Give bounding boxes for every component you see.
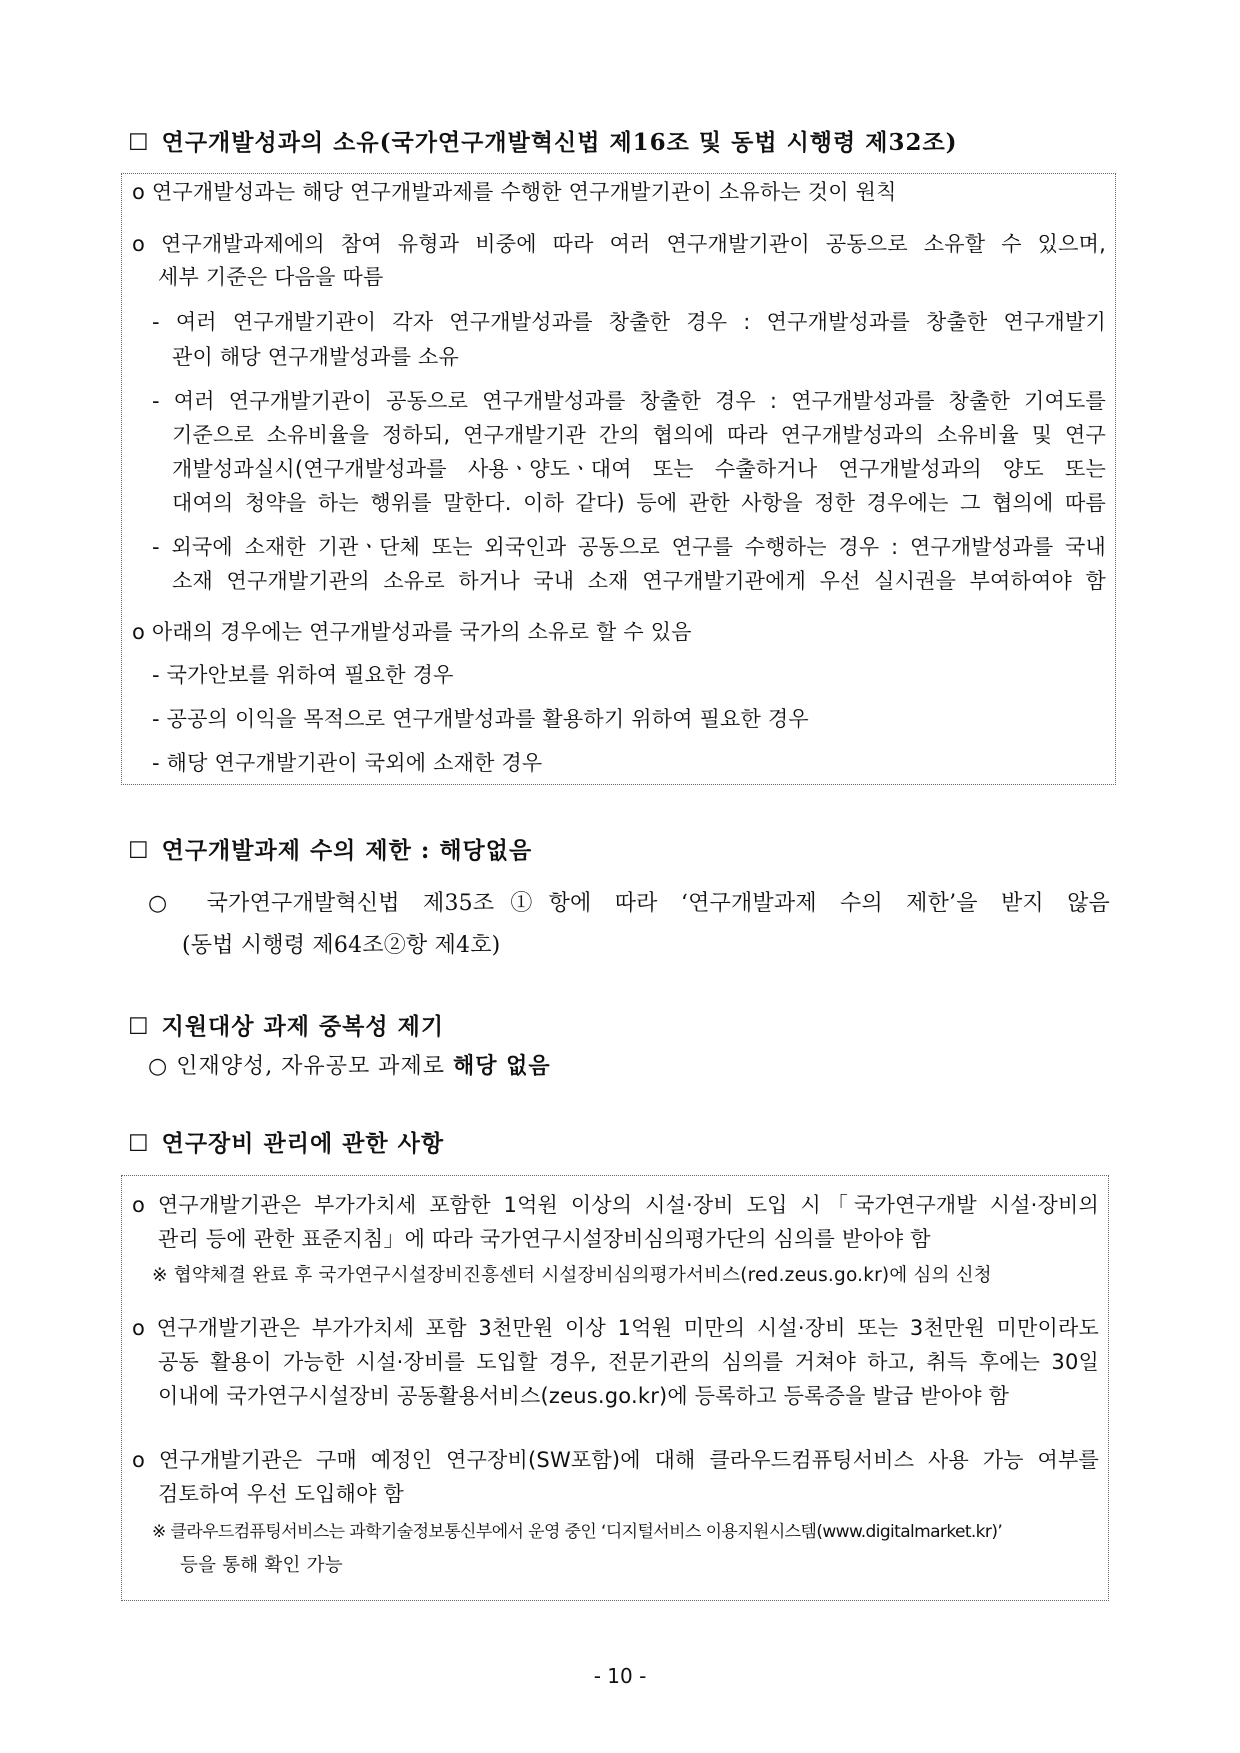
list-item-continued: 관리 등에 관한 표준지침」에 따라 국가연구시설장비심의평가단의 심의를 받아야 함: [158, 1227, 931, 1251]
checkbox-icon: ☐: [128, 130, 150, 156]
list-item-continued: 이내에 국가연구시설장비 공동활용서비스(zeus.go.kr)에 등록하고 등록증을 발급 받아야 함: [158, 1384, 1010, 1408]
list-subitem: - 여러 연구개발기관이 각자 연구개발성과를 창출한 경우 : 연구개발성과를 창출한 연구개발기: [152, 310, 1106, 334]
duplication-line: [148, 1052, 551, 1081]
checkbox-icon: ☐: [128, 1014, 150, 1040]
list-subitem-continued: 관이 해당 연구개발성과를 소유: [172, 345, 459, 369]
page-number: - 10 -: [593, 1664, 647, 1688]
note-item: ※ 협약체결 완료 후 국가연구시설장비진흥센터 시설장비심의평가서비스(red.zeus.go.kr)에 심의 신청: [152, 1265, 992, 1286]
section-task-limit-heading: [128, 836, 532, 866]
list-item: o 연구개발기관은 구매 예정인 연구장비(SW포함)에 대해 클라우드컴퓨팅서비스 사용 가능 여부를: [132, 1448, 1099, 1472]
duplication-text: ○ 인재양성, 자유공모 과제로: [148, 1054, 453, 1079]
list-item: o 연구개발과제에의 참여 유형과 비중에 따라 여러 연구개발기관이 공동으로 소유할 수 있으며,: [132, 232, 1106, 256]
section-duplication-heading: [128, 1012, 444, 1042]
section-title: 연구개발과제 수의 제한 : 해당없음: [161, 837, 533, 864]
note-item: ※ 클라우드컴퓨팅서비스는 과학기술정보통신부에서 운영 중인 ‘디지털서비스 이용지원시스템(www.digitalmarket.kr)’: [152, 1522, 1003, 1542]
list-subitem-continued: 대여의 청약을 하는 행위를 말한다. 이하 같다) 등에 관한 사항을 정한 경우에는 그 협의에 따름: [172, 491, 1106, 515]
list-item: o 아래의 경우에는 연구개발성과를 국가의 소유로 할 수 있음: [132, 620, 692, 644]
list-subitem-continued: 개발성과실시(연구개발성과를 사용ㆍ양도ㆍ대여 또는 수출하거나 연구개발성과의 양도 또는: [172, 457, 1106, 481]
list-subitem: - 국가안보를 위하여 필요한 경우: [152, 663, 454, 687]
list-subitem: - 해당 연구개발기관이 국외에 소재한 경우: [152, 751, 543, 775]
section-title: 연구장비 관리에 관한 사항: [161, 1130, 445, 1157]
task-limit-line: ○ 국가연구개발혁신법 제35조①항에 따라 ‘연구개발과제 수의 제한’을 받지 않음: [148, 891, 1110, 916]
list-subitem: - 외국에 소재한 기관ㆍ단체 또는 외국인과 공동으로 연구를 수행하는 경우 : 연구개발성과를 국내: [152, 535, 1106, 559]
list-item: o 연구개발성과는 해당 연구개발과제를 수행한 연구개발기관이 소유하는 것이 원칙: [132, 180, 897, 204]
duplication-emphasis: 해당 없음: [452, 1053, 551, 1079]
checkbox-icon: ☐: [128, 1131, 150, 1157]
section-equipment-heading: [128, 1129, 444, 1159]
note-item-continued: 등을 통해 확인 가능: [180, 1555, 343, 1576]
list-item-continued: 검토하여 우선 도입해야 함: [158, 1482, 404, 1506]
list-item-continued: 공동 활용이 가능한 시설·장비를 도입할 경우, 전문기관의 심의를 거쳐야 하고, 취득 후에는 30일: [158, 1350, 1099, 1374]
list-item: o 연구개발기관은 부가가치세 포함 3천만원 이상 1억원 미만의 시설·장비 또는 3천만원 미만이라도: [132, 1316, 1099, 1340]
section-title: 연구개발성과의 소유(국가연구개발혁신법 제16조 및 동법 시행령 제32조): [161, 129, 958, 156]
task-limit-line-continued: (동법 시행령 제64조②항 제4호): [182, 933, 501, 958]
list-subitem: - 여러 연구개발기관이 공동으로 연구개발성과를 창출한 경우 : 연구개발성과를 창출한 기여도를: [152, 389, 1106, 413]
list-item-continued: 세부 기준은 다음을 따름: [158, 265, 384, 289]
list-subitem-continued: 소재 연구개발기관의 소유로 하거나 국내 소재 연구개발기관에게 우선 실시권을 부여하여야 함: [172, 569, 1106, 593]
list-subitem: - 공공의 이익을 목적으로 연구개발성과를 활용하기 위하여 필요한 경우: [152, 707, 809, 731]
section-title: 지원대상 과제 중복성 제기: [161, 1013, 445, 1040]
section-ownership-heading: [128, 128, 958, 158]
checkbox-icon: ☐: [128, 838, 150, 864]
list-subitem-continued: 기준으로 소유비율을 정하되, 연구개발기관 간의 협의에 따라 연구개발성과의 소유비율 및 연구: [172, 423, 1106, 447]
list-item: o 연구개발기관은 부가가치세 포함한 1억원 이상의 시설·장비 도입 시「국가연구개발 시설·장비의: [132, 1193, 1099, 1217]
